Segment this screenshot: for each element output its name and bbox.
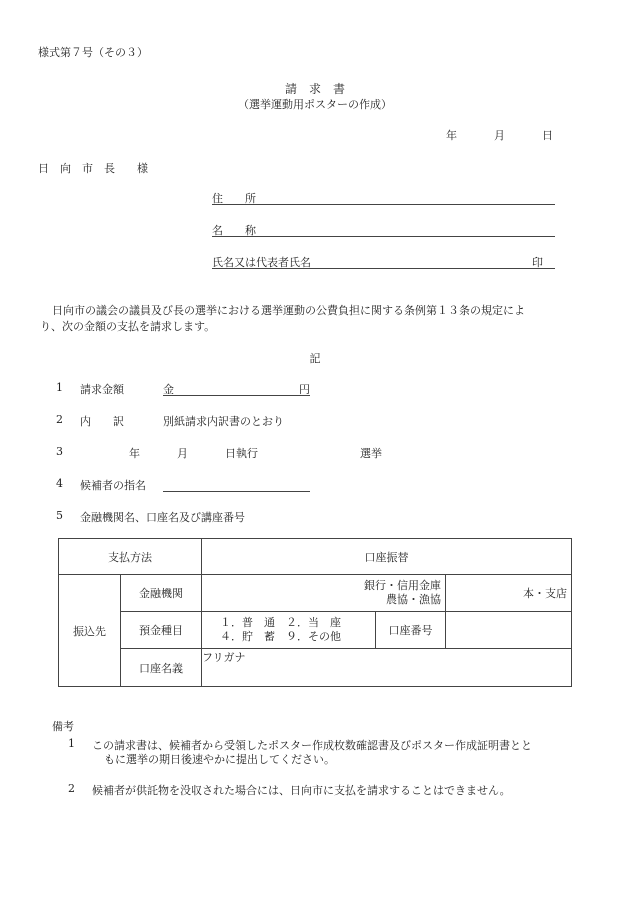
item-2-value: 別紙請求内訳書のとおり (163, 415, 284, 428)
branch-cell[interactable] (446, 575, 572, 612)
bank-label: 金融機関 (121, 575, 202, 612)
name-field[interactable] (212, 222, 555, 237)
item-5-number: 5 (56, 509, 63, 522)
date-year: 年 (446, 129, 457, 142)
deposit-type-cell[interactable] (202, 612, 376, 649)
payment-method-value: 口座振替 (202, 539, 572, 575)
account-name-label: 口座名義 (121, 649, 202, 687)
payment-method-label: 支払方法 (59, 539, 202, 575)
seal-label: 印 (532, 256, 543, 269)
account-name-cell[interactable] (202, 649, 572, 687)
date-month: 月 (494, 129, 505, 142)
payment-table (58, 538, 572, 687)
document-title: 請 求 書 (284, 82, 345, 96)
date-day: 日 (542, 129, 553, 142)
item-4-label: 候補者の指名 (80, 479, 146, 492)
item-3-year: 年 (129, 447, 140, 460)
bank-types-2: 農協・漁協 (386, 593, 441, 606)
note-1-line1: この請求書は、候補者から受領したポスター作成枚数確認書及びポスター作成証明書とと (92, 739, 532, 752)
account-number-label: 口座番号 (376, 612, 446, 649)
body-text-line1: 日向市の議会の議員及び長の選挙における選挙運動の公費負担に関する条例第１３条の規定によ (52, 304, 525, 317)
note-1-number: 1 (68, 737, 75, 750)
item-3-day: 日執行 (225, 447, 258, 460)
amount-kin: 金 (163, 383, 174, 396)
item-3-month: 月 (177, 447, 188, 460)
item-5-label: 金融機関名、口座名及び講座番号 (80, 511, 245, 524)
notes-title: 備考 (52, 720, 74, 733)
note-2-text: 候補者が供託物を没収された場合には、日向市に支払を請求することはできません。 (92, 784, 511, 797)
amount-field[interactable] (163, 381, 310, 396)
deposit-option-2: ４．貯 蓄 ９．その他 (220, 630, 341, 643)
item-3-election: 選挙 (360, 447, 382, 460)
item-1-label: 請求金額 (80, 383, 124, 396)
address-label: 住 所 (212, 192, 256, 205)
account-number-cell[interactable] (446, 612, 572, 649)
amount-yen: 円 (299, 383, 310, 396)
item-2-number: 2 (56, 413, 63, 426)
document-subtitle: （選挙運動用ポスターの作成） (238, 98, 392, 111)
item-4-number: 4 (56, 477, 63, 490)
item-3-number: 3 (56, 445, 63, 458)
candidate-name-field[interactable] (163, 477, 310, 492)
branch-types: 本・支店 (523, 587, 568, 600)
bank-types-1: 銀行・信用金庫 (364, 579, 441, 592)
item-2-label: 内 訳 (80, 415, 124, 428)
ki-heading: 記 (309, 352, 321, 365)
body-text-line2: り、次の金額の支払を請求します。 (40, 320, 216, 333)
address-field[interactable] (212, 190, 555, 205)
representative-field[interactable] (212, 254, 555, 269)
name-label: 名 称 (212, 224, 256, 237)
note-1-line2: もに選挙の期日後速やかに提出してください。 (104, 753, 335, 766)
note-2-number: 2 (68, 782, 75, 795)
deposit-type-label: 預金種目 (121, 612, 202, 649)
item-1-number: 1 (56, 381, 63, 394)
addressee: 日 向 市 長 様 (38, 162, 148, 175)
furigana-label: フリガナ (202, 651, 246, 664)
deposit-option-1: １．普 通 ２．当 座 (220, 616, 341, 629)
transfer-to-label: 振込先 (59, 575, 121, 687)
form-number: 様式第７号（その３） (38, 46, 148, 59)
bank-name-cell[interactable] (202, 575, 446, 612)
representative-label: 氏名又は代表者氏名 (212, 256, 311, 269)
